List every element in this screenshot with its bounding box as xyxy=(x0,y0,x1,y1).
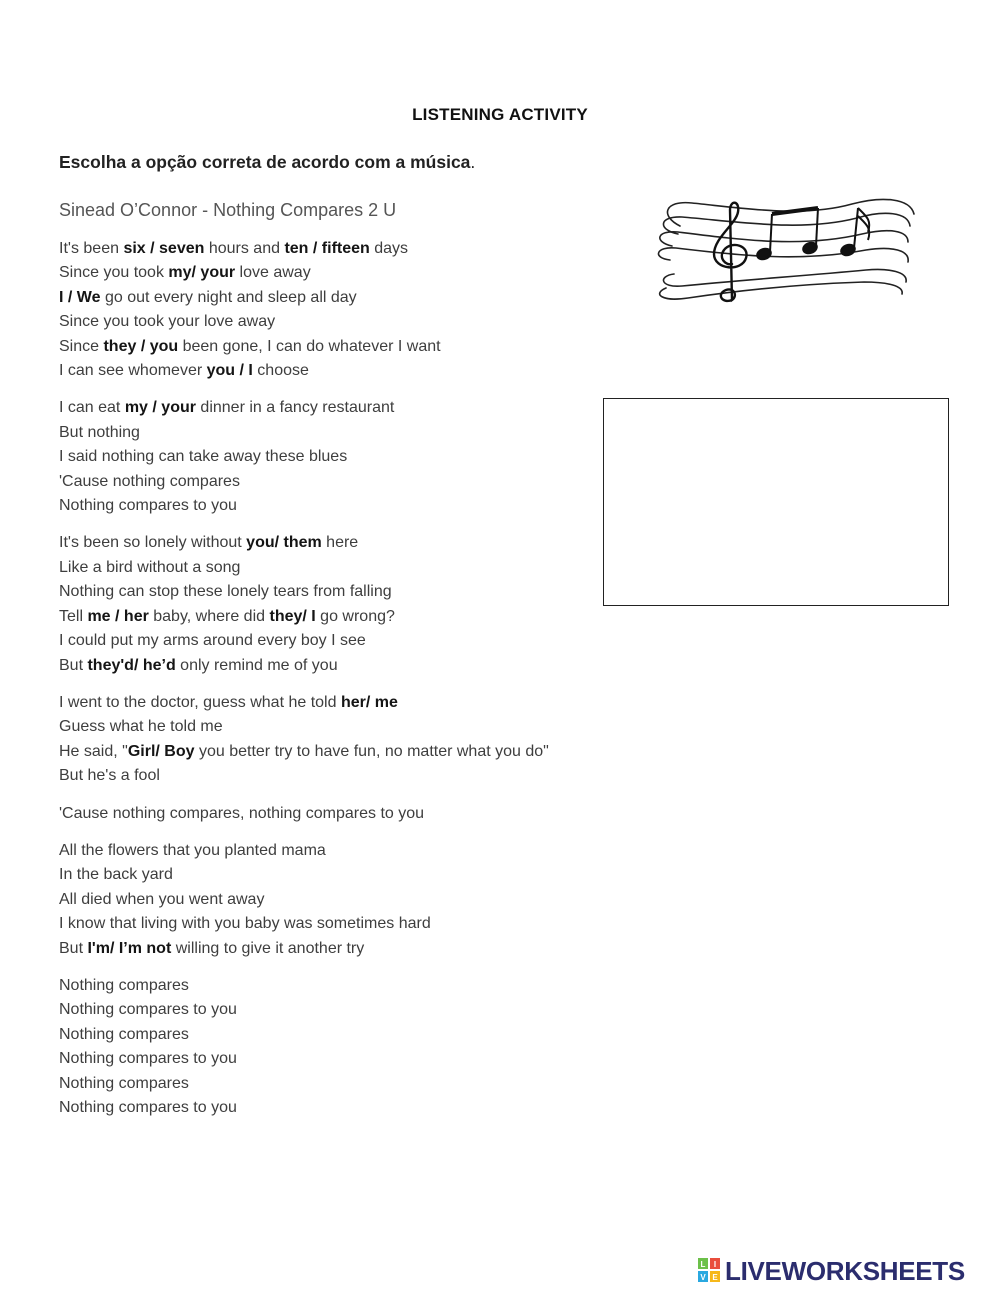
lyric-text: Nothing compares to you xyxy=(59,497,237,515)
lyric-text: days xyxy=(369,240,409,257)
lyric-text: I went to the doctor, guess what he told xyxy=(59,693,341,711)
lyric-line xyxy=(59,237,619,261)
lyric-line xyxy=(59,740,619,764)
logo-letter-i: I xyxy=(713,1260,717,1269)
lyric-line xyxy=(59,470,619,494)
lyrics-stanza xyxy=(59,839,619,961)
lyric-line xyxy=(59,1096,619,1120)
lyric-line xyxy=(59,839,619,863)
lyric-line xyxy=(59,998,619,1022)
lyric-text: hours and xyxy=(204,240,285,257)
lyric-text: Since you took your love away xyxy=(59,313,276,331)
lyric-line xyxy=(59,396,619,420)
lyric-text: Nothing compares to you xyxy=(59,1099,237,1116)
lyric-text: Since you took xyxy=(59,264,169,282)
answer-option[interactable]: my/ your xyxy=(168,264,236,282)
liveworksheets-logo-icon xyxy=(698,1258,720,1282)
lyric-text: been gone, I can do whatever I want xyxy=(178,337,441,355)
lyric-text: I can see whomever xyxy=(59,362,207,380)
lyric-text: But xyxy=(59,656,88,674)
answer-option[interactable]: I'm/ I’m not xyxy=(87,939,172,957)
lyric-text: Tell xyxy=(59,607,88,625)
answer-option[interactable]: they / you xyxy=(103,337,179,355)
answer-option[interactable]: you / I xyxy=(206,362,253,380)
instruction-text xyxy=(59,152,475,173)
lyrics-stanza xyxy=(59,802,619,826)
lyric-line xyxy=(59,863,619,887)
lyric-line xyxy=(59,802,619,826)
lyric-line xyxy=(59,764,619,788)
lyric-line xyxy=(59,359,619,383)
answer-option[interactable]: her/ me xyxy=(340,693,398,711)
lyric-line xyxy=(59,261,619,285)
lyric-text: It's been xyxy=(59,240,124,257)
lyric-text: Guess what he told me xyxy=(59,718,223,736)
lyric-text: But nothing xyxy=(59,423,140,441)
lyric-line xyxy=(59,286,619,310)
instruction-main: Escolha a opção correta de acordo com a música xyxy=(59,152,471,172)
music-notes-icon xyxy=(652,190,918,308)
answer-option[interactable]: my / your xyxy=(124,399,196,417)
lyric-line xyxy=(59,580,619,604)
logo-letter-v: V xyxy=(700,1273,706,1282)
activity-title: LISTENING ACTIVITY xyxy=(412,105,588,124)
lyric-text: dinner in a fancy restaurant xyxy=(195,399,395,417)
lyric-line xyxy=(59,335,619,359)
lyric-text: In the back yard xyxy=(59,866,173,884)
lyric-text: 'Cause nothing compares xyxy=(59,472,240,490)
lyric-line xyxy=(59,912,619,936)
answer-box[interactable] xyxy=(603,398,949,606)
lyric-text: Nothing compares xyxy=(59,1025,189,1043)
lyric-text: Since xyxy=(59,337,104,355)
song-title: Sinead O’Connor - Nothing Compares 2 U xyxy=(59,200,397,220)
logo-letter-e: E xyxy=(712,1273,718,1282)
brand-name: LIVEWORKSHEETS xyxy=(725,1256,965,1286)
lyric-text: you better try to have fun, no matter what you do" xyxy=(194,742,549,760)
lyric-text: here xyxy=(321,534,359,552)
lyric-line xyxy=(59,494,619,518)
lyric-text: But xyxy=(59,939,88,957)
lyric-text: Like a bird without a song xyxy=(59,558,241,576)
lyric-text: I know that living with you baby was sometimes hard xyxy=(59,915,431,933)
lyric-line xyxy=(59,1023,619,1047)
answer-option[interactable]: they'd/ he’d xyxy=(87,656,176,674)
lyric-text: I can eat xyxy=(59,399,125,417)
lyric-text: 'Cause nothing compares, nothing compares to you xyxy=(59,804,425,822)
lyric-text: I could put my arms around every boy I see xyxy=(59,632,366,650)
lyric-text: Nothing compares to you xyxy=(59,1001,237,1019)
lyric-line xyxy=(59,1072,619,1096)
lyric-line xyxy=(59,974,619,998)
lyric-text: All the flowers that you planted mama xyxy=(59,841,326,859)
lyric-line xyxy=(59,654,619,678)
lyric-line xyxy=(59,421,619,445)
lyric-line xyxy=(59,605,619,629)
lyrics-stanza xyxy=(59,531,619,677)
lyric-line xyxy=(59,1047,619,1071)
lyric-line xyxy=(59,556,619,580)
lyrics-stanza xyxy=(59,396,619,518)
lyric-text: love away xyxy=(235,264,311,282)
lyric-text: Nothing compares xyxy=(59,976,189,994)
lyric-text: go wrong? xyxy=(315,607,395,625)
answer-option[interactable]: me / her xyxy=(87,607,149,625)
lyric-line xyxy=(59,310,619,334)
lyric-line xyxy=(59,691,619,715)
instruction-end: . xyxy=(470,152,476,172)
lyric-line xyxy=(59,629,619,653)
lyric-text: willing to give it another try xyxy=(171,939,365,957)
answer-option[interactable]: I / We xyxy=(59,288,101,306)
answer-option[interactable]: they/ I xyxy=(269,607,316,625)
lyric-text: Nothing compares to you xyxy=(59,1050,237,1068)
lyric-text: But he's a fool xyxy=(59,767,160,785)
lyric-text: He said, " xyxy=(59,742,128,760)
lyrics-stanza xyxy=(59,974,619,1120)
lyric-line xyxy=(59,715,619,739)
answer-option[interactable]: you/ them xyxy=(246,534,322,552)
lyric-text: All died when you went away xyxy=(59,890,265,908)
lyric-text: I said nothing can take away these blues xyxy=(59,448,348,466)
lyric-text: Nothing can stop these lonely tears from falling xyxy=(59,583,392,601)
lyric-line xyxy=(59,937,619,961)
lyric-text: It's been so lonely without xyxy=(59,534,247,552)
lyrics xyxy=(59,237,619,1133)
lyrics-stanza xyxy=(59,237,619,383)
lyric-line xyxy=(59,445,619,469)
lyric-text: choose xyxy=(252,362,309,380)
lyric-text: Nothing compares xyxy=(59,1074,189,1092)
lyrics-stanza xyxy=(59,691,619,789)
lyric-line xyxy=(59,888,619,912)
lyric-line xyxy=(59,531,619,555)
lyric-text: baby, where did xyxy=(148,607,270,625)
logo-letter-l: L xyxy=(700,1260,706,1269)
lyric-text: only remind me of you xyxy=(175,656,338,674)
answer-option[interactable]: ten / fifteen xyxy=(284,240,370,257)
answer-option[interactable]: six / seven xyxy=(123,240,205,257)
lyric-text: go out every night and sleep all day xyxy=(100,288,357,306)
answer-option[interactable]: Girl/ Boy xyxy=(127,742,195,760)
